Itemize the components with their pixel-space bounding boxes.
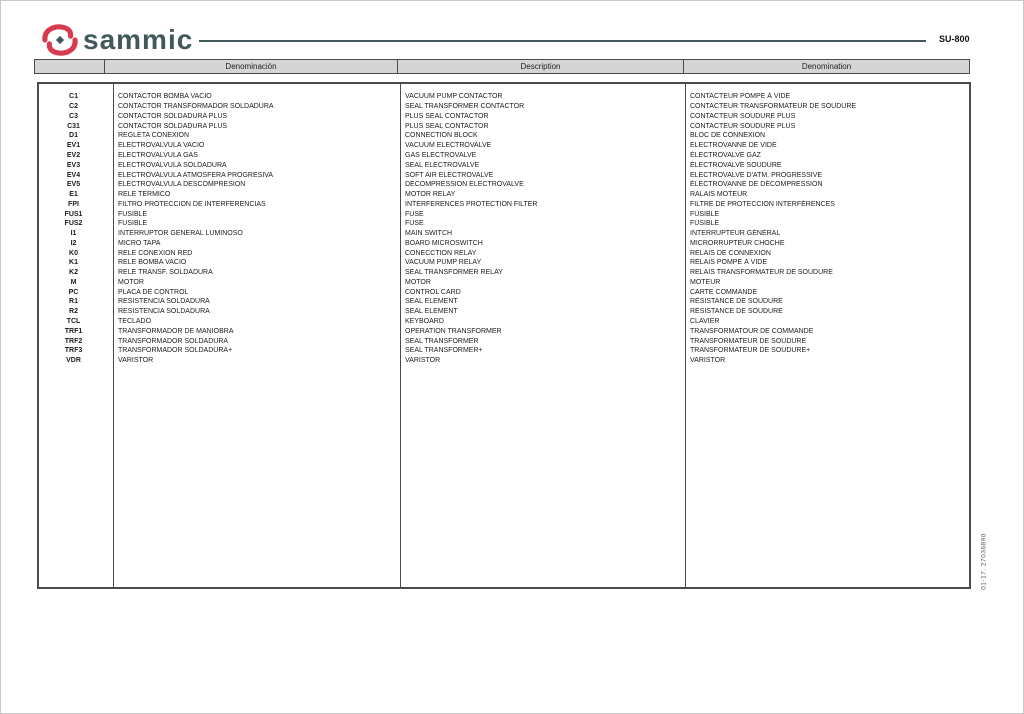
- table-row: [39, 102, 969, 112]
- component-name-en: VACUUM ELECTROVALVE: [405, 142, 492, 150]
- component-name-en: SEAL TRANSFORMER RELAY: [405, 269, 503, 277]
- component-code: TCL: [66, 317, 81, 325]
- table-row: [39, 160, 969, 170]
- component-name-es: REGLETA CONEXION: [118, 132, 190, 140]
- component-name-en: SEAL ELECTROVALVE: [405, 161, 480, 169]
- component-name-es: TECLADO: [118, 317, 152, 325]
- component-name-en: FUSE: [405, 220, 424, 228]
- component-code: PC: [68, 288, 79, 296]
- component-code: TRF1: [64, 327, 83, 335]
- component-code: C1: [69, 93, 78, 101]
- component-name-en: MAIN SWITCH: [405, 230, 453, 238]
- component-code: C3: [69, 112, 78, 120]
- table-row: [39, 209, 969, 219]
- component-name-fr: ÉLECTROVANNE DE DÉCOMPRESSION: [690, 181, 823, 189]
- component-code: EV3: [66, 161, 81, 169]
- component-name-fr: MOTEUR: [690, 278, 721, 286]
- table-row: [39, 190, 969, 200]
- component-name-es: CONTACTOR SOLDADURA PLUS: [118, 122, 228, 130]
- component-name-es: PLACA DE CONTROL: [118, 288, 189, 296]
- component-name-fr: RÉSISTANCE DE SOUDURE: [690, 308, 783, 316]
- component-name-en: SEAL TRANSFORMER+: [405, 347, 483, 355]
- component-name-en: MOTOR: [405, 278, 431, 286]
- component-name-fr: INTERRUPTEUR GÉNÉRAL: [690, 230, 781, 238]
- component-name-fr: MICRORRUPTEUR CHOCHE: [690, 239, 785, 247]
- table-row: [39, 92, 969, 102]
- component-name-es: ELECTROVALVULA DESCOMPRESION: [118, 181, 246, 189]
- component-name-fr: RELAIS TRANSFORMATEUR DE SOUDURE: [690, 269, 833, 277]
- component-code: EV1: [66, 142, 81, 150]
- table-row: [39, 199, 969, 209]
- component-name-es: CONTACTOR TRANSFORMADOR SOLDADURA: [118, 103, 274, 111]
- component-name-en: SEAL TRANSFORMER: [405, 337, 479, 345]
- component-name-es: RESISTENCIA SOLDADURA: [118, 298, 210, 306]
- component-name-es: VARISTOR: [118, 357, 154, 365]
- component-name-fr: CONTACTEUR TRANSFORMATEUR DE SOUDURE: [690, 103, 857, 111]
- table-row: [39, 141, 969, 151]
- component-code: M: [70, 278, 77, 286]
- component-code: K1: [69, 259, 78, 267]
- component-code: D1: [69, 132, 78, 140]
- component-code: R1: [69, 298, 78, 306]
- table-row: [39, 307, 969, 317]
- component-name-es: MOTOR: [118, 278, 144, 286]
- component-name-es: FUSIBLE: [118, 210, 148, 218]
- table-row: [39, 268, 969, 278]
- table-row: [39, 346, 969, 356]
- component-name-es: RELE CONEXION RED: [118, 249, 193, 257]
- table-row: [39, 248, 969, 258]
- component-name-en: OPERATION TRANSFORMER: [405, 327, 502, 335]
- component-name-es: RELE TRANSF. SOLDADURA: [118, 269, 213, 277]
- component-name-es: FUSIBLE: [118, 220, 148, 228]
- component-name-fr: ELECTROVANNE DE VIDE: [690, 142, 777, 150]
- component-code: C2: [69, 103, 78, 111]
- component-name-en: PLUS SEAL CONTACTOR: [405, 122, 489, 130]
- component-name-en: MOTOR RELAY: [405, 191, 456, 199]
- component-name-fr: RELAIS POMPE À VIDE: [690, 259, 768, 267]
- table-row: [39, 229, 969, 239]
- table-row: [39, 258, 969, 268]
- table-row: [39, 131, 969, 141]
- legend-rows: [39, 92, 969, 365]
- component-name-fr: RÉSISTANCE DE SOUDURE: [690, 298, 783, 306]
- component-name-fr: TRANSFORMATEUR DE SOUDURE: [690, 337, 807, 345]
- component-name-en: CONECCTION RELAY: [405, 249, 477, 257]
- table-row: [39, 112, 969, 122]
- component-name-fr: ELECTROVALVE D'ATM. PROGRESSIVE: [690, 171, 823, 179]
- table-row: [39, 121, 969, 131]
- component-name-es: CONTACTOR SOLDADURA PLUS: [118, 112, 228, 120]
- component-name-en: SEAL ELEMENT: [405, 308, 458, 316]
- component-name-es: RELE TERMICO: [118, 191, 171, 199]
- component-name-en: VARISTOR: [405, 357, 441, 365]
- legend-table: [37, 82, 971, 589]
- sammic-logo-icon: [39, 24, 81, 56]
- component-name-fr: ÉLECTROVALVE SOUDURE: [690, 161, 782, 169]
- component-name-es: ELECTROVALVULA VACIO: [118, 142, 205, 150]
- component-code: C31: [67, 122, 80, 130]
- component-name-fr: TRANSFORMATOUR DE COMMANDE: [690, 327, 814, 335]
- component-name-fr: VARISTOR: [690, 357, 726, 365]
- header-code: [35, 60, 105, 73]
- component-code: FUS1: [64, 210, 83, 218]
- component-name-es: RESISTENCIA SOLDADURA: [118, 308, 210, 316]
- component-code: E1: [69, 191, 78, 199]
- component-name-en: VACUUM PUMP CONTACTOR: [405, 93, 503, 101]
- header-rule: [199, 40, 926, 42]
- component-name-en: CONNECTION BLOCK: [405, 132, 478, 140]
- component-name-en: SEAL ELEMENT: [405, 298, 458, 306]
- component-code: EV2: [66, 151, 81, 159]
- component-name-fr: FILTRE DE PROTECCION INTERFÉRENCES: [690, 200, 835, 208]
- component-code: TRF2: [64, 337, 83, 345]
- component-name-es: TRANSFORMADOR SOLDADURA: [118, 337, 229, 345]
- component-name-es: FILTRO PROTECCION DE INTERFERENCIAS: [118, 200, 266, 208]
- component-name-en: SOFT AIR ELECTROVALVE: [405, 171, 494, 179]
- component-name-en: SEAL TRANSFORMER CONTACTOR: [405, 103, 525, 111]
- header-denomination: Denomination: [801, 62, 852, 71]
- component-name-fr: FUSIBLE: [690, 210, 720, 218]
- component-name-fr: CONTACTEUR SOUDURE PLUS: [690, 112, 796, 120]
- component-name-en: FUSE: [405, 210, 424, 218]
- table-row: [39, 317, 969, 327]
- component-name-es: CONTACTOR BOMBA VACIO: [118, 93, 212, 101]
- component-name-en: INTERFERENCES PROTECTION FILTER: [405, 200, 538, 208]
- component-name-es: ELECTROVALVULA SOLDADURA: [118, 161, 227, 169]
- component-code: VDR: [66, 357, 81, 365]
- component-name-fr: ÉLECTROVALVE GAZ: [690, 151, 761, 159]
- component-name-fr: RELAIS DE CONNEXION: [690, 249, 771, 257]
- component-name-en: VACUUM PUMP RELAY: [405, 259, 482, 267]
- legend-header-row: [34, 59, 970, 74]
- component-code: I2: [70, 239, 77, 247]
- component-name-es: TRANSFORMADOR SOLDADURA+: [118, 347, 233, 355]
- component-name-fr: CARTE COMMANDE: [690, 288, 758, 296]
- component-name-fr: TRANSFORMATEUR DE SOUDURE+: [690, 347, 811, 355]
- component-name-fr: CONTACTEUR POMPE À VIDE: [690, 93, 791, 101]
- table-row: [39, 278, 969, 288]
- brand-wordmark: sammic: [83, 24, 194, 55]
- component-code: I1: [70, 230, 77, 238]
- component-name-es: TRANSFORMADOR DE MANIOBRA: [118, 327, 234, 335]
- component-name-es: RELE BOMBA VACIO: [118, 259, 187, 267]
- table-row: [39, 287, 969, 297]
- component-name-fr: FUSIBLE: [690, 220, 720, 228]
- component-name-en: GAS ELECTROVALVE: [405, 151, 477, 159]
- table-row: [39, 297, 969, 307]
- component-code: K0: [69, 249, 78, 257]
- component-code: EV5: [66, 181, 81, 189]
- component-code: FUS2: [64, 220, 83, 228]
- table-row: [39, 326, 969, 336]
- component-code: K2: [69, 269, 78, 277]
- component-code: FPI: [68, 200, 79, 208]
- component-name-es: ELECTROVALVULA GAS: [118, 151, 198, 159]
- component-name-es: ELECTROVALVULA ATMOSFERA PROGRESIVA: [118, 171, 274, 179]
- table-row: [39, 180, 969, 190]
- component-name-en: KEYBOARD: [405, 317, 444, 325]
- component-name-fr: BLOC DE CONNEXION: [690, 132, 766, 140]
- component-name-fr: RALAIS MOTEUR: [690, 191, 748, 199]
- component-name-en: BOARD MICROSWITCH: [405, 239, 483, 247]
- model-label: SU-800: [939, 34, 970, 44]
- component-code: TRF3: [64, 347, 83, 355]
- table-row: [39, 336, 969, 346]
- component-name-en: CONTROL CARD: [405, 288, 461, 296]
- print-reference-note: 01-17. 27036890: [980, 533, 988, 590]
- table-row: [39, 219, 969, 229]
- table-row: [39, 151, 969, 161]
- component-name-en: DECOMPRESSION ELECTROVALVE: [405, 181, 524, 189]
- table-row: [39, 356, 969, 366]
- table-row: [39, 170, 969, 180]
- table-row: [39, 238, 969, 248]
- component-name-es: INTERRUPTOR GENERAL LUMINOSO: [118, 230, 243, 238]
- header-denominacion: Denominación: [105, 60, 398, 73]
- component-code: R2: [69, 308, 78, 316]
- header-description: Description: [398, 60, 684, 73]
- component-name-fr: CONTACTEUR SOUDURE PLUS: [690, 122, 796, 130]
- component-name-fr: CLAVIER: [690, 317, 720, 325]
- component-name-es: MICRO TAPA: [118, 239, 161, 247]
- component-code: EV4: [66, 171, 81, 179]
- component-name-en: PLUS SEAL CONTACTOR: [405, 112, 489, 120]
